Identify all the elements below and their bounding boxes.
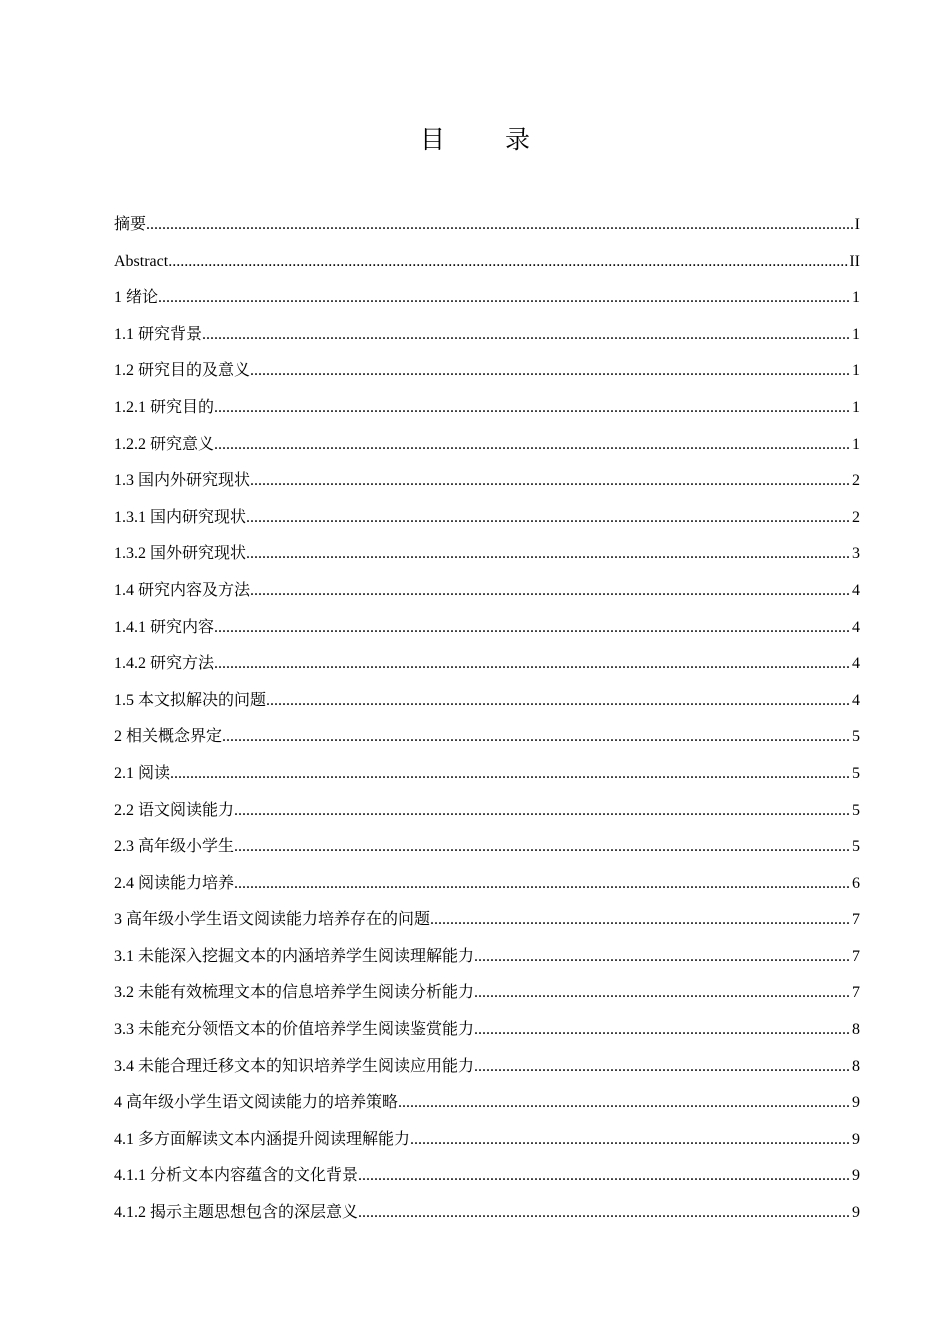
toc-entry-page-number: 9 <box>852 1130 860 1148</box>
toc-entry-label: 3.3 未能充分领悟文本的价值培养学生阅读鉴赏能力 <box>114 1021 475 1039</box>
toc-entry-page-number: 5 <box>852 764 860 782</box>
toc-entry[interactable] <box>114 975 860 1012</box>
toc-dot-leader <box>250 463 851 500</box>
toc-entry-page-number: 1 <box>852 325 860 343</box>
toc-dot-leader <box>250 353 851 390</box>
toc-entry-label: 1 绪论 <box>114 289 159 307</box>
toc-entry[interactable] <box>114 646 860 683</box>
toc-dot-leader <box>246 500 851 537</box>
toc-dot-leader <box>474 975 851 1012</box>
toc-entry-label: 4.1.1 分析文本内容蕴含的文化背景 <box>114 1167 359 1185</box>
toc-dot-leader <box>266 683 851 720</box>
toc-entry[interactable] <box>114 353 860 390</box>
toc-entry-page-number: 5 <box>852 801 860 819</box>
toc-entry-page-number: 9 <box>852 1204 860 1222</box>
toc-entry-page-number: 4 <box>852 581 860 599</box>
toc-entry-page-number: 9 <box>852 1167 860 1185</box>
toc-entry-label: 1.2.1 研究目的 <box>114 398 215 416</box>
toc-entry-label: 2.3 高年级小学生 <box>114 838 235 856</box>
toc-entry[interactable] <box>114 1085 860 1122</box>
toc-entry[interactable] <box>114 683 860 720</box>
toc-entry-label: 1.2 研究目的及意义 <box>114 362 251 380</box>
toc-entry[interactable] <box>114 1158 860 1195</box>
toc-entry-page-number: 9 <box>852 1094 860 1112</box>
toc-entry-label: 4.1.2 揭示主题思想包含的深层意义 <box>114 1204 359 1222</box>
toc-entry-label: 1.4.1 研究内容 <box>114 618 215 636</box>
toc-dot-leader <box>214 610 851 647</box>
toc-entry-label: Abstract <box>114 252 169 270</box>
toc-dot-leader <box>398 1085 851 1122</box>
toc-dot-leader <box>234 866 851 903</box>
toc-dot-leader <box>474 1012 851 1049</box>
toc-dot-leader <box>146 207 854 244</box>
toc-entry[interactable] <box>114 280 860 317</box>
toc-entry-label: 1.4.2 研究方法 <box>114 655 215 673</box>
toc-entry-page-number: 7 <box>852 984 860 1002</box>
toc-dot-leader <box>358 1158 851 1195</box>
toc-entry-page-number: 5 <box>852 838 860 856</box>
toc-dot-leader <box>474 939 851 976</box>
toc-entry[interactable] <box>114 317 860 354</box>
toc-entry-label: 1.4 研究内容及方法 <box>114 581 251 599</box>
toc-entry[interactable] <box>114 573 860 610</box>
toc-entry-label: 2.2 语文阅读能力 <box>114 801 235 819</box>
toc-dot-leader <box>214 427 851 464</box>
toc-entry-page-number: I <box>854 216 860 233</box>
toc-entry-label: 2 相关概念界定 <box>114 728 223 746</box>
toc-entry-page-number: II <box>849 252 860 270</box>
toc-entry-page-number: 8 <box>852 1021 860 1039</box>
toc-entry[interactable] <box>114 866 860 903</box>
toc-entry-label: 3.4 未能合理迁移文本的知识培养学生阅读应用能力 <box>114 1057 475 1075</box>
toc-entry[interactable] <box>114 463 860 500</box>
toc-dot-leader <box>158 280 851 317</box>
toc-entry-page-number: 7 <box>852 947 860 965</box>
toc-entry-label: 1.3.2 国外研究现状 <box>114 545 247 563</box>
toc-entry-page-number: 4 <box>852 655 860 673</box>
toc-dot-leader <box>474 1049 851 1086</box>
toc-dot-leader <box>358 1195 851 1232</box>
toc-entry[interactable] <box>114 902 860 939</box>
toc-dot-leader <box>222 719 851 756</box>
toc-dot-leader <box>214 646 851 683</box>
toc-entry[interactable] <box>114 610 860 647</box>
toc-entry[interactable] <box>114 1195 860 1232</box>
toc-entry-label: 2.4 阅读能力培养 <box>114 874 235 892</box>
toc-dot-leader <box>168 244 848 281</box>
toc-entry-page-number: 6 <box>852 874 860 892</box>
toc-entry-page-number: 2 <box>852 472 860 490</box>
toc-entry[interactable] <box>114 244 860 281</box>
toc-entry-page-number: 7 <box>852 911 860 929</box>
toc-entry-label: 摘要 <box>114 216 147 233</box>
toc-dot-leader <box>410 1122 851 1159</box>
toc-dot-leader <box>234 829 851 866</box>
toc-entry-label: 4 高年级小学生语文阅读能力的培养策略 <box>114 1094 399 1112</box>
toc-entry-page-number: 1 <box>852 362 860 380</box>
toc-entry-page-number: 1 <box>852 398 860 416</box>
toc-entry[interactable] <box>114 793 860 830</box>
toc-entry-label: 1.5 本文拟解决的问题 <box>114 691 267 709</box>
toc-entry-page-number: 3 <box>852 545 860 563</box>
toc-dot-leader <box>246 536 851 573</box>
toc-entry-label: 3 高年级小学生语文阅读能力培养存在的问题 <box>114 911 431 929</box>
toc-entry[interactable] <box>114 756 860 793</box>
toc-entry-label: 4.1 多方面解读文本内涵提升阅读理解能力 <box>114 1130 411 1148</box>
toc-entry-label: 3.1 未能深入挖掘文本的内涵培养学生阅读理解能力 <box>114 947 475 965</box>
toc-entry-page-number: 1 <box>852 289 860 307</box>
toc-entry-label: 1.1 研究背景 <box>114 325 203 343</box>
toc-entry[interactable] <box>114 1012 860 1049</box>
toc-entry[interactable] <box>114 390 860 427</box>
toc-entry-label: 1.2.2 研究意义 <box>114 435 215 453</box>
toc-entry[interactable] <box>114 939 860 976</box>
toc-entry[interactable] <box>114 500 860 537</box>
toc-entry-page-number: 5 <box>852 728 860 746</box>
toc-entry-label: 1.3.1 国内研究现状 <box>114 508 247 526</box>
toc-dot-leader <box>202 317 851 354</box>
toc-dot-leader <box>430 902 851 939</box>
toc-entry[interactable] <box>114 719 860 756</box>
toc-entry-label: 2.1 阅读 <box>114 764 171 782</box>
toc-dot-leader <box>170 756 851 793</box>
toc-entry[interactable] <box>114 207 860 244</box>
toc-dot-leader <box>234 793 851 830</box>
toc-entry-label: 3.2 未能有效梳理文本的信息培养学生阅读分析能力 <box>114 984 475 1002</box>
toc-title: 目 录 <box>420 125 556 154</box>
toc-entry-page-number: 1 <box>852 435 860 453</box>
toc-entry-page-number: 2 <box>852 508 860 526</box>
toc-entry[interactable] <box>114 1122 860 1159</box>
toc-dot-leader <box>214 390 851 427</box>
toc-entry-label: 1.3 国内外研究现状 <box>114 472 251 490</box>
toc-entry[interactable] <box>114 829 860 866</box>
toc-entry[interactable] <box>114 536 860 573</box>
toc-entry-page-number: 4 <box>852 618 860 636</box>
toc-list <box>114 207 860 1232</box>
toc-dot-leader <box>250 573 851 610</box>
toc-entry[interactable] <box>114 427 860 464</box>
toc-entry[interactable] <box>114 1049 860 1086</box>
toc-entry-page-number: 4 <box>852 691 860 709</box>
toc-entry-page-number: 8 <box>852 1057 860 1075</box>
